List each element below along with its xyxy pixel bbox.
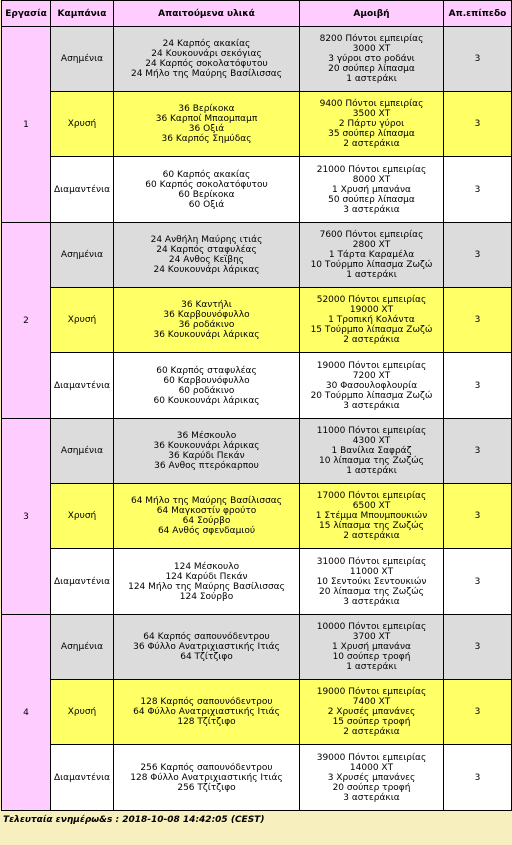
table-row xyxy=(2,549,512,615)
header-materials: Απαιτούμενα υλικά xyxy=(114,1,300,27)
campaign-name: Διαμαντένια xyxy=(51,157,114,223)
reward-item: 19000 Πόντοι εμπειρίας xyxy=(316,687,427,697)
reward-item: 17000 Πόντοι εμπειρίας xyxy=(316,491,427,501)
reward-item: 15 Τούρμπο λίπασμα Ζωζώ xyxy=(310,325,433,335)
reward-item: 31000 Πόντοι εμπειρίας xyxy=(316,556,427,567)
materials-cell xyxy=(114,157,300,223)
reward-item: 10 Τούρμπο λίπασμα Ζωζώ xyxy=(310,260,433,270)
reward-item: 7600 Πόντοι εμπειρίας xyxy=(319,230,424,240)
reward-item: 3700 ΧΤ xyxy=(352,632,391,642)
reward-item: 3 αστεράκια xyxy=(343,400,400,411)
table-row xyxy=(2,353,512,419)
campaign-name: Ασημένια xyxy=(51,223,114,288)
required-level: 3 xyxy=(444,680,512,745)
reward-item: 4300 ΧΤ xyxy=(352,436,391,446)
reward-item: 1 Βανίλια Σαφράζ xyxy=(331,446,412,456)
reward-cell xyxy=(300,680,444,745)
reward-cell xyxy=(300,745,444,811)
material-item: 24 Μήλο της Μαύρης Βασίλισσας xyxy=(130,69,283,79)
header-reward: Αμοιβή xyxy=(300,1,444,27)
reward-cell xyxy=(300,157,444,223)
required-level: 3 xyxy=(444,157,512,223)
material-item: 36 Ανθος πτερόκαρπου xyxy=(154,461,259,471)
reward-item: 19000 Πόντοι εμπειρίας xyxy=(316,360,427,371)
reward-item: 1 αστεράκι xyxy=(346,662,397,672)
table-row xyxy=(2,223,512,288)
task-number: 2 xyxy=(2,223,51,419)
material-item: 124 Καρύδι Πεκάν xyxy=(165,571,248,582)
reward-item: 3 αστεράκια xyxy=(343,596,400,607)
reward-item: 50 σούπερ λίπασμα xyxy=(328,194,415,205)
header-row xyxy=(2,1,512,27)
required-level: 3 xyxy=(444,92,512,157)
reward-item: 8200 Πόντοι εμπειρίας xyxy=(319,34,424,44)
reward-item: 35 σούπερ λίπασμα xyxy=(328,129,415,139)
reward-item: 30 Φασουλοφλουρία xyxy=(325,380,418,391)
reward-item: 1 αστεράκι xyxy=(346,466,397,476)
reward-cell xyxy=(300,27,444,92)
reward-item: 7200 ΧΤ xyxy=(352,370,391,381)
reward-item: 3 αστεράκια xyxy=(343,204,400,215)
header-task: Εργασία xyxy=(2,1,51,27)
material-item: 24 Καρπός σοκολατόφυτου xyxy=(145,59,268,69)
last-updated-timestamp: 2018-10-08 14:42:05 (CEST) xyxy=(122,815,265,825)
table-body xyxy=(2,27,512,811)
reward-item: 1 αστεράκι xyxy=(346,74,397,84)
reward-cell xyxy=(300,92,444,157)
campaign-name: Ασημένια xyxy=(51,615,114,680)
material-item: 60 Καρβουνόφυλλο xyxy=(163,375,250,386)
reward-item: 10000 Πόντοι εμπειρίας xyxy=(316,622,427,632)
last-updated xyxy=(0,811,512,825)
reward-item: 20 σούπερ λίπασμα xyxy=(328,64,415,74)
material-item: 256 Τζίτζιφο xyxy=(177,782,236,793)
reward-item: 39000 Πόντοι εμπειρίας xyxy=(316,752,427,763)
material-item: 60 Κουκουνάρι λάρικας xyxy=(153,395,260,406)
material-item: 36 Οξιά xyxy=(188,124,225,134)
reward-item: 7400 ΧΤ xyxy=(352,697,391,707)
material-item: 60 Καρπός σοκολατόφυτου xyxy=(145,179,268,190)
table-row xyxy=(2,745,512,811)
reward-item: 3 Χρυσές μπανάνες xyxy=(327,772,416,783)
reward-item: 1 Χρυσή μπανάνα xyxy=(332,184,411,195)
reward-item: 20 σούπερ τροφή xyxy=(332,782,411,793)
material-item: 124 Μήλο της Μαύρης Βασίλισσας xyxy=(128,581,285,592)
required-level: 3 xyxy=(444,745,512,811)
table-row xyxy=(2,157,512,223)
material-item: 24 Κουκουνάρι λάρικας xyxy=(153,265,260,275)
material-item: 60 Βερίκοκα xyxy=(178,189,235,200)
material-item: 64 Μήλο της Μαύρης Βασίλισσας xyxy=(130,496,283,506)
reward-item: 20 λίπασμα της Ζωζώς xyxy=(319,586,424,597)
reward-item: 1 Χρυσή μπανάνα xyxy=(332,642,411,652)
reward-item: 3 γύροι στο ροδάνι xyxy=(328,54,415,64)
material-item: 36 Καντήλι xyxy=(181,300,232,310)
task-number: 4 xyxy=(2,615,51,811)
table-row xyxy=(2,288,512,353)
material-item: 64 Φύλλο Ανατριχιαστικής Ιτιάς xyxy=(133,707,280,717)
required-level: 3 xyxy=(444,615,512,680)
material-item: 36 Καρβουνόφυλλο xyxy=(163,310,250,320)
reward-item: 10 Σεντούκι Σεντουκιών xyxy=(316,576,427,587)
required-level: 3 xyxy=(444,484,512,549)
reward-item: 1 Τάρτα Καραμέλα xyxy=(328,250,415,260)
material-item: 124 Μέσκουλο xyxy=(173,561,240,572)
task-number: 3 xyxy=(2,419,51,615)
material-item: 36 Βερίκοκα xyxy=(178,104,235,114)
required-level: 3 xyxy=(444,223,512,288)
material-item: 64 Καρπός σαπουνόδεντρου xyxy=(143,632,270,642)
required-level: 3 xyxy=(444,27,512,92)
reward-cell xyxy=(300,615,444,680)
header-level: Απ.επίπεδο xyxy=(444,1,512,27)
materials-cell xyxy=(114,288,300,353)
material-item: 36 Κουκουνάρι λάρικας xyxy=(153,330,260,340)
material-item: 60 ροδάκινο xyxy=(178,385,235,396)
reward-item: 11000 ΧΤ xyxy=(349,566,394,577)
reward-cell xyxy=(300,419,444,484)
required-level: 3 xyxy=(444,549,512,615)
reward-item: 2 Πάρτυ γύροι xyxy=(338,119,405,129)
reward-cell xyxy=(300,353,444,419)
reward-item: 2 Χρυσές μπανάνες xyxy=(327,707,416,717)
material-item: 124 Σούρβο xyxy=(179,591,234,602)
material-item: 24 Καρπός σταφυλέας xyxy=(156,245,257,255)
table-row xyxy=(2,680,512,745)
reward-item: 2 αστεράκια xyxy=(343,531,400,541)
reward-item: 9400 Πόντοι εμπειρίας xyxy=(319,99,424,109)
reward-item: 15 σούπερ τροφή xyxy=(332,717,411,727)
reward-item: 14000 ΧΤ xyxy=(349,762,394,773)
material-item: 256 Καρπός σαπουνόδεντρου xyxy=(140,762,273,773)
required-level: 3 xyxy=(444,419,512,484)
material-item: 36 Καρύδι Πεκάν xyxy=(168,451,245,461)
reward-item: 15 λίπασμα της Ζωζώς xyxy=(319,521,424,531)
task-number: 1 xyxy=(2,27,51,223)
reward-cell xyxy=(300,223,444,288)
required-level: 3 xyxy=(444,353,512,419)
reward-item: 6500 ΧΤ xyxy=(352,501,391,511)
material-item: 36 ροδάκινο xyxy=(178,320,235,330)
reward-item: 2 αστεράκια xyxy=(343,139,400,149)
reward-item: 2 αστεράκια xyxy=(343,727,400,737)
table-row xyxy=(2,419,512,484)
reward-item: 3 αστεράκια xyxy=(343,792,400,803)
campaign-name: Διαμαντένια xyxy=(51,353,114,419)
reward-item: 19000 ΧΤ xyxy=(349,305,394,315)
campaign-name: Διαμαντένια xyxy=(51,745,114,811)
reward-cell xyxy=(300,288,444,353)
reward-item: 11000 Πόντοι εμπειρίας xyxy=(316,426,427,436)
materials-cell xyxy=(114,745,300,811)
materials-cell xyxy=(114,353,300,419)
campaign-name: Χρυσή xyxy=(51,484,114,549)
material-item: 24 Ανθος Κεϊβης xyxy=(168,255,245,265)
material-item: 64 Μαγκοστίν φρούτο xyxy=(156,506,257,516)
table-row xyxy=(2,484,512,549)
reward-item: 3000 ΧΤ xyxy=(352,44,391,54)
material-item: 64 Σούρβο xyxy=(182,516,231,526)
table-row xyxy=(2,615,512,680)
material-item: 24 Καρπός ακακίας xyxy=(162,39,251,49)
reward-item: 21000 Πόντοι εμπειρίας xyxy=(316,164,427,175)
material-item: 64 Τζίτζιφο xyxy=(180,652,233,662)
campaign-name: Χρυσή xyxy=(51,92,114,157)
campaign-name: Ασημένια xyxy=(51,27,114,92)
campaign-name: Χρυσή xyxy=(51,288,114,353)
material-item: 60 Καρπός ακακίας xyxy=(162,169,251,180)
material-item: 36 Φύλλο Ανατριχιαστικής Ιτιάς xyxy=(133,642,280,652)
campaign-name: Διαμαντένια xyxy=(51,549,114,615)
material-item: 60 Οξιά xyxy=(188,199,225,210)
materials-cell xyxy=(114,680,300,745)
reward-item: 10 σούπερ τροφή xyxy=(332,652,411,662)
materials-cell xyxy=(114,27,300,92)
reward-item: 1 Τροπική Κολάντα xyxy=(328,315,415,325)
reward-item: 8000 ΧΤ xyxy=(352,174,391,185)
campaign-name: Ασημένια xyxy=(51,419,114,484)
material-item: 24 Ανθήλη Μαύρης ιτιάς xyxy=(150,235,263,245)
material-item: 36 Καρπός Σημύδας xyxy=(161,134,252,144)
reward-item: 20 Τούρμπο λίπασμα Ζωζώ xyxy=(310,390,433,401)
required-level: 3 xyxy=(444,288,512,353)
last-updated-label: Τελευταία ενημέρω&s : xyxy=(3,815,120,825)
reward-cell xyxy=(300,484,444,549)
material-item: 60 Καρπός σταφυλέας xyxy=(156,365,257,376)
material-item: 128 Τζίτζιφο xyxy=(177,717,236,727)
materials-cell xyxy=(114,419,300,484)
reward-cell xyxy=(300,549,444,615)
tasks-table xyxy=(1,0,512,811)
reward-item: 10 λίπασμα της Ζωζώς xyxy=(319,456,424,466)
materials-cell xyxy=(114,92,300,157)
material-item: 64 Ανθός σφενδαμιού xyxy=(157,526,256,536)
table-row xyxy=(2,27,512,92)
reward-item: 2800 ΧΤ xyxy=(352,240,391,250)
materials-cell xyxy=(114,484,300,549)
material-item: 128 Φύλλο Ανατριχιαστικής Ιτιάς xyxy=(130,772,283,783)
reward-item: 3500 ΧΤ xyxy=(352,109,391,119)
reward-item: 2 αστεράκια xyxy=(343,335,400,345)
material-item: 36 Καρποί Μπαομπαμπ xyxy=(155,114,258,124)
materials-cell xyxy=(114,549,300,615)
reward-item: 52000 Πόντοι εμπειρίας xyxy=(316,295,427,305)
material-item: 128 Καρπός σαπουνόδεντρου xyxy=(140,697,273,707)
materials-cell xyxy=(114,223,300,288)
reward-item: 1 Στέμμα Μπουμπουκιών xyxy=(315,511,428,521)
reward-item: 1 αστεράκι xyxy=(346,270,397,280)
material-item: 36 Μέσκουλο xyxy=(176,431,237,441)
material-item: 24 Κουκουνάρι σεκόγιας xyxy=(151,49,262,59)
header-campaign: Καμπάνια xyxy=(51,1,114,27)
campaign-name: Χρυσή xyxy=(51,680,114,745)
materials-cell xyxy=(114,615,300,680)
table-row xyxy=(2,92,512,157)
material-item: 36 Κουκουνάρι λάρικας xyxy=(153,441,260,451)
